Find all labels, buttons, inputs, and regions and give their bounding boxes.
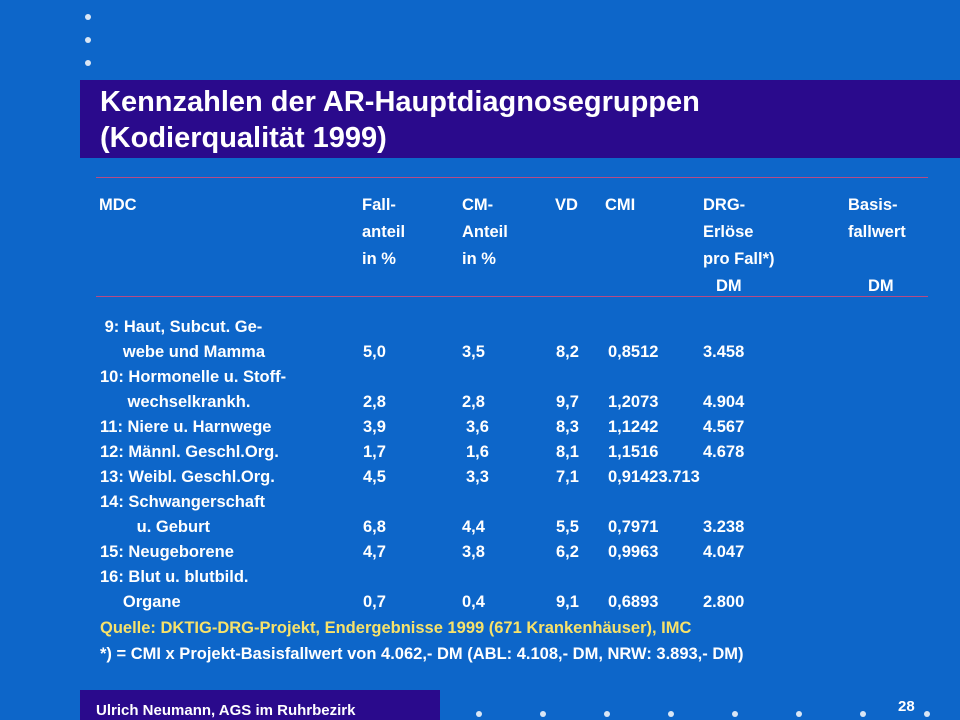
cell-cm: 1,6 [466, 443, 489, 461]
header-top-rule [96, 177, 928, 178]
page-number: 28 [898, 698, 915, 715]
row-label: 16: Blut u. blutbild. [100, 568, 249, 586]
cell-cmi: 0,7971 [608, 518, 659, 536]
col-vd: VD [555, 196, 578, 214]
cell-fall: 3,9 [363, 418, 386, 436]
cell-cm: 3,6 [466, 418, 489, 436]
col-fall-3: in % [362, 250, 396, 268]
cell-vd: 5,5 [556, 518, 579, 536]
cell-fall: 2,8 [363, 393, 386, 411]
col-mdc: MDC [99, 196, 137, 214]
cell-drg: 4.047 [703, 543, 745, 561]
cell-cmi: 1,1242 [608, 418, 659, 436]
cell-cmi: 0,6893 [608, 593, 659, 611]
row-label: 14: Schwangerschaft [100, 493, 266, 511]
cell-cm: 3,8 [462, 543, 485, 561]
title-line-1: Kennzahlen der AR-Hauptdiagnosegruppen [100, 86, 700, 118]
decor-dot [85, 14, 91, 20]
slide-title [100, 84, 700, 156]
row-label: u. Geburt [100, 518, 211, 536]
row-label: 15: Neugeborene [100, 543, 234, 561]
cell-vd: 6,2 [556, 543, 579, 561]
decor-dot [540, 711, 546, 717]
cell-drg: 4.904 [703, 393, 745, 411]
cell-fall: 4,5 [363, 468, 386, 486]
row-label: 13: Weibl. Geschl.Org. [100, 468, 275, 486]
col-drg-2: Erlöse [703, 223, 754, 241]
col-basis-1: Basis- [848, 196, 898, 214]
row-label: Organe [100, 593, 181, 611]
col-fall-1: Fall- [362, 196, 396, 214]
cell-cmi: 0,91423.713 [608, 468, 700, 486]
col-drg-1: DRG- [703, 196, 746, 214]
footer-author: Ulrich Neumann, AGS im Ruhrbezirk [96, 702, 356, 719]
col-basis-3: DM [868, 277, 894, 295]
cell-cm: 3,5 [462, 343, 485, 361]
cell-drg: 3.238 [703, 518, 745, 536]
col-basis-2: fallwert [848, 223, 906, 241]
cell-drg: 4.678 [703, 443, 745, 461]
decor-dot [860, 711, 866, 717]
col-cm-1: CM- [462, 196, 494, 214]
header-bottom-rule [96, 296, 928, 297]
row-label: 9: Haut, Subcut. Ge- [100, 318, 263, 336]
cell-fall: 5,0 [363, 343, 386, 361]
cell-vd: 9,7 [556, 393, 579, 411]
cell-cm: 3,3 [466, 468, 489, 486]
col-cm-3: in % [462, 250, 496, 268]
cell-fall: 6,8 [363, 518, 386, 536]
col-drg-4: DM [716, 277, 742, 295]
cell-vd: 8,3 [556, 418, 579, 436]
decor-dot [796, 711, 802, 717]
cell-drg: 2.800 [703, 593, 745, 611]
cell-fall: 4,7 [363, 543, 386, 561]
decor-dot [604, 711, 610, 717]
cell-cmi: 0,9963 [608, 543, 659, 561]
cell-vd: 8,2 [556, 343, 579, 361]
decor-dot [924, 711, 930, 717]
footnote: *) = CMI x Projekt-Basisfallwert von 4.062,- DM (ABL: 4.108,- DM, NRW: 3.893,- DM) [100, 645, 744, 663]
cell-fall: 1,7 [363, 443, 386, 461]
cell-cm: 2,8 [462, 393, 485, 411]
decor-dot [476, 711, 482, 717]
cell-vd: 9,1 [556, 593, 579, 611]
row-label: wechselkrankh. [100, 393, 251, 411]
row-label: webe und Mamma [100, 343, 266, 361]
cell-drg: 4.567 [703, 418, 745, 436]
cell-vd: 7,1 [556, 468, 579, 486]
decor-dot [668, 711, 674, 717]
col-cmi: CMI [605, 196, 636, 214]
footer-bar [80, 690, 440, 720]
cell-cm: 0,4 [462, 593, 485, 611]
cell-cm: 4,4 [462, 518, 485, 536]
title-line-2: (Kodierqualität 1999) [100, 122, 387, 154]
cell-cmi: 0,8512 [608, 343, 659, 361]
row-label: 10: Hormonelle u. Stoff- [100, 368, 287, 386]
cell-cmi: 1,1516 [608, 443, 659, 461]
cell-drg: 3.458 [703, 343, 745, 361]
col-fall-2: anteil [362, 223, 406, 241]
decor-dot [85, 37, 91, 43]
source-note: Quelle: DKTIG-DRG-Projekt, Endergebnisse 1999 (671 Krankenhäuser), IMC [100, 619, 692, 637]
col-drg-3: pro Fall*) [703, 250, 775, 268]
row-label: 12: Männl. Geschl.Org. [100, 443, 279, 461]
decor-dot [732, 711, 738, 717]
decor-dot [85, 60, 91, 66]
cell-cmi: 1,2073 [608, 393, 659, 411]
col-cm-2: Anteil [462, 223, 508, 241]
cell-fall: 0,7 [363, 593, 386, 611]
cell-vd: 8,1 [556, 443, 579, 461]
row-label: 11: Niere u. Harnwege [100, 418, 272, 436]
